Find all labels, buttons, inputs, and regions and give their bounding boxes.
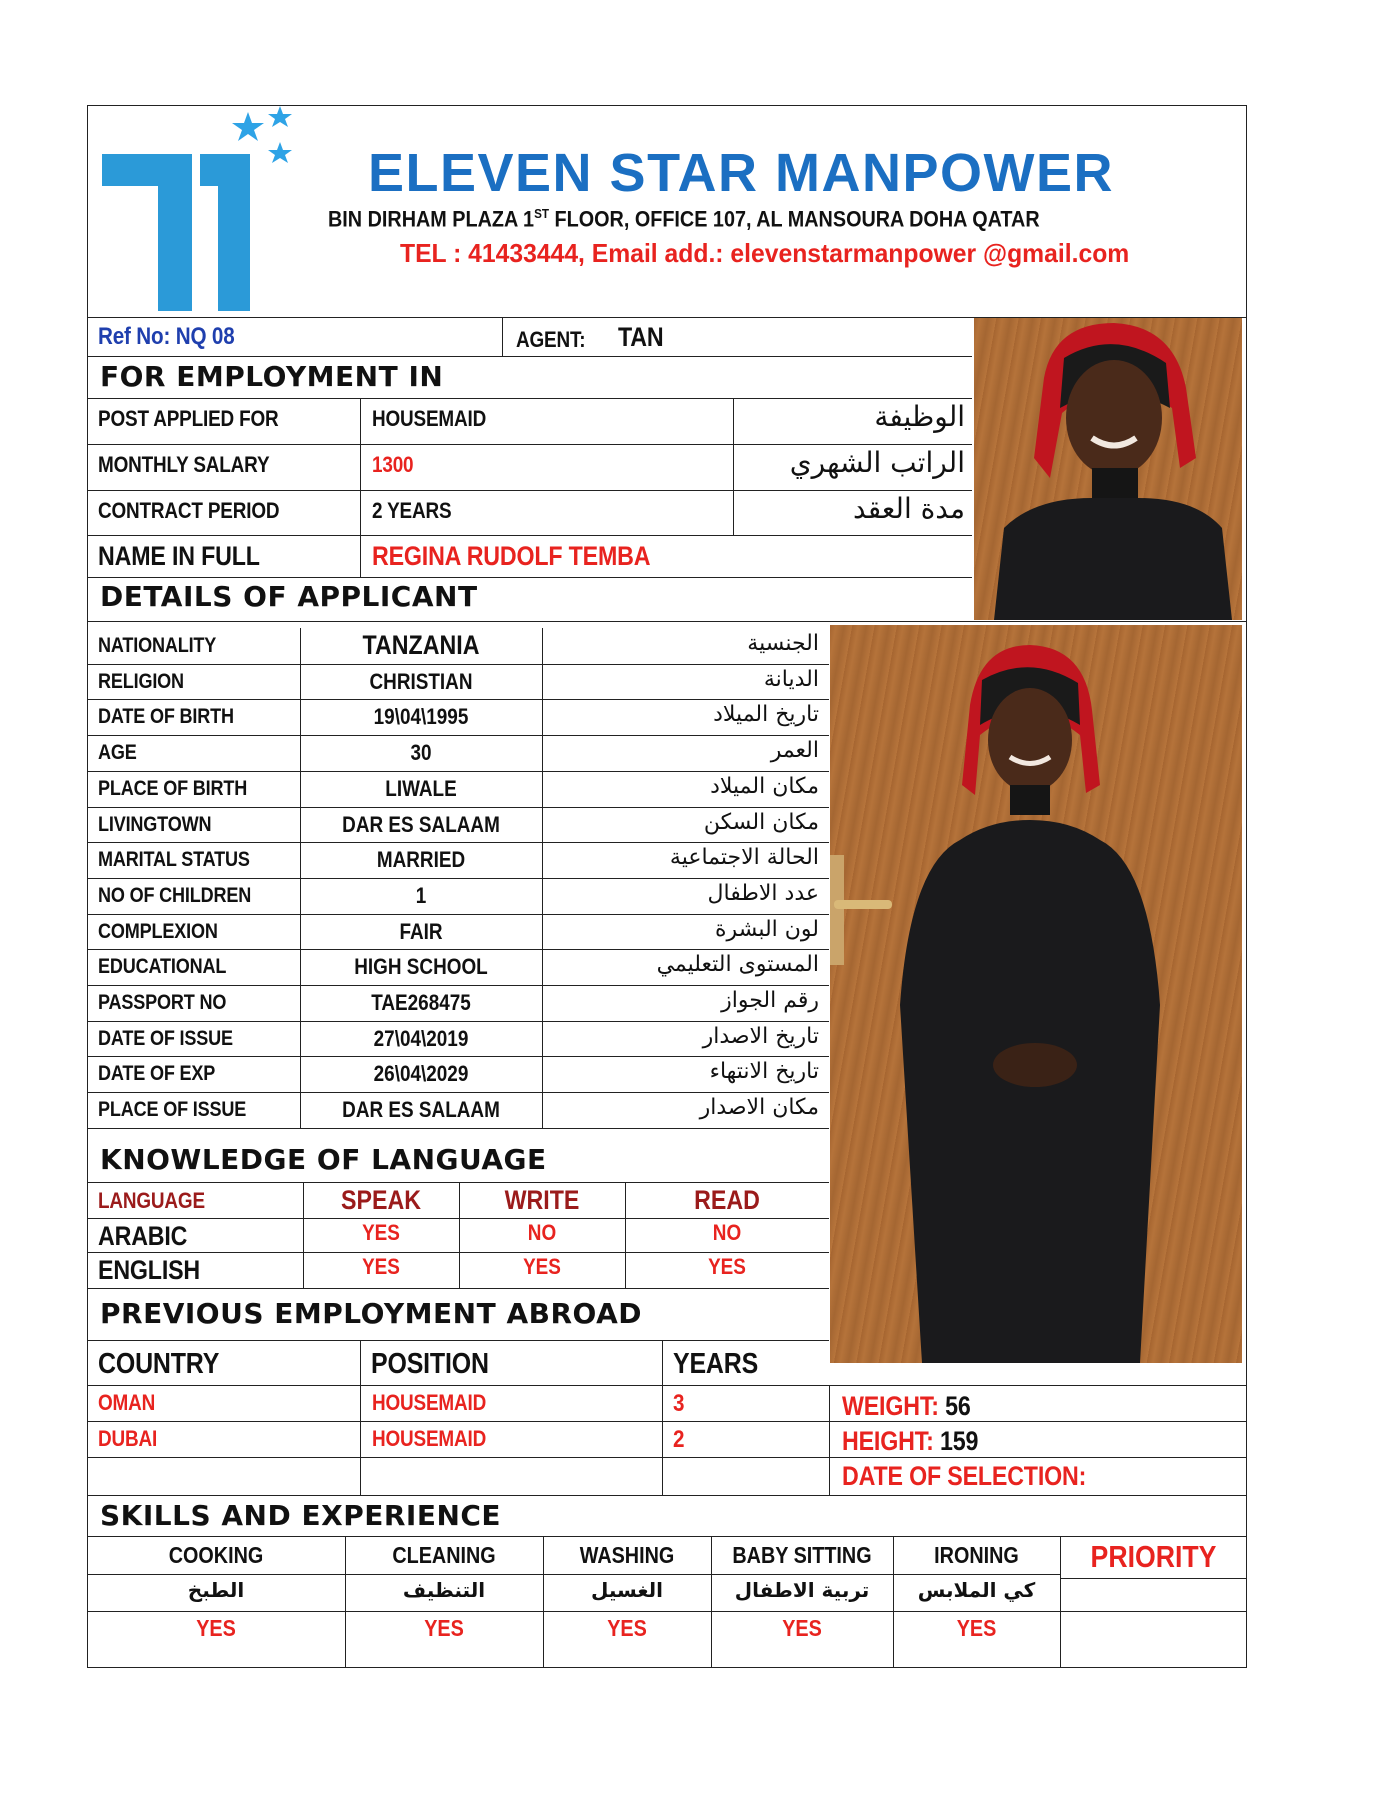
detail-label: DATE OF EXP <box>98 1062 216 1086</box>
row-line <box>87 664 829 665</box>
detail-label: RELIGION <box>98 669 184 693</box>
previous-years: 2 <box>673 1426 685 1453</box>
column-line <box>360 398 361 444</box>
employment-arabic-label: الراتب الشهري <box>789 446 965 479</box>
language-read-value: YES <box>708 1254 746 1279</box>
row-line <box>87 444 972 445</box>
row-line <box>87 1092 829 1093</box>
height-label: HEIGHT: <box>842 1426 934 1456</box>
previous-years: 3 <box>673 1390 685 1417</box>
company-name: ELEVEN STAR MANPOWER <box>368 143 1115 203</box>
column-line <box>360 490 361 535</box>
row-line <box>829 1421 1247 1422</box>
employment-value: 1300 <box>372 452 414 477</box>
skill-arabic-name: الغسيل <box>590 1578 664 1602</box>
column-line <box>303 1182 304 1288</box>
row-line <box>87 1611 1247 1612</box>
detail-value: CHRISTIAN <box>369 668 473 694</box>
detail-arabic-label: الديانة <box>763 666 819 692</box>
row-line <box>87 699 829 700</box>
weight-label: WEIGHT: <box>842 1391 939 1421</box>
employment-arabic-label: الوظيفة <box>874 400 965 433</box>
detail-value: TAE268475 <box>371 990 471 1015</box>
row-line <box>87 1021 829 1022</box>
row-line <box>87 735 829 736</box>
height-field <box>842 1426 978 1457</box>
skill-arabic-name: تربية الاطفال <box>734 1578 870 1602</box>
column-line <box>360 444 361 490</box>
language-name: ENGLISH <box>98 1255 201 1285</box>
detail-value: DAR ES SALAAM <box>342 1097 500 1123</box>
language-name: ARABIC <box>98 1221 188 1251</box>
detail-value: TANZANIA <box>362 630 480 660</box>
detail-label: LIVINGTOWN <box>98 812 212 836</box>
address-part-2: FLOOR, OFFICE 107, AL MANSOURA DOHA QATAR <box>549 206 1040 232</box>
row-line <box>1060 1578 1247 1579</box>
detail-arabic-label: العمر <box>770 738 819 764</box>
row-line <box>87 1218 829 1219</box>
row-line <box>87 621 1247 622</box>
row-line <box>87 949 829 950</box>
detail-arabic-label: تاريخ الانتهاء <box>709 1059 819 1085</box>
detail-label: NATIONALITY <box>98 634 217 657</box>
row-line <box>87 1288 829 1289</box>
column-line <box>733 398 734 444</box>
detail-label: DATE OF ISSUE <box>98 1026 233 1050</box>
employment-label: MONTHLY SALARY <box>98 452 270 477</box>
row-line <box>87 1128 829 1129</box>
detail-arabic-label: الجنسية <box>747 631 819 656</box>
applicant-portrait-photo <box>974 318 1242 620</box>
detail-value: MARRIED <box>376 847 466 873</box>
detail-value: FAIR <box>399 918 443 944</box>
skill-arabic-name: كي الملابس <box>917 1578 1036 1602</box>
section-title-skills: SKILLS AND EXPERIENCE <box>100 1499 502 1532</box>
column-line <box>733 490 734 535</box>
detail-arabic-label: لون البشرة <box>715 916 819 942</box>
previous-header-2: YEARS <box>673 1348 759 1380</box>
column-line <box>711 1536 712 1668</box>
previous-country: OMAN <box>98 1390 156 1415</box>
detail-arabic-label: مكان السكن <box>703 809 819 835</box>
section-title-previous: PREVIOUS EMPLOYMENT ABROAD <box>100 1297 642 1330</box>
row-line <box>87 914 829 915</box>
detail-label: PLACE OF BIRTH <box>98 776 248 800</box>
detail-arabic-label: رقم الجواز <box>721 988 819 1013</box>
detail-value: 27\04\2019 <box>373 1025 469 1051</box>
row-line <box>87 878 829 879</box>
language-read-value: NO <box>712 1220 742 1245</box>
detail-value: DAR ES SALAAM <box>342 811 500 837</box>
language-write-value: YES <box>523 1254 561 1279</box>
company-address <box>328 206 1040 232</box>
language-speak-value: YES <box>362 1220 400 1245</box>
skill-value: YES <box>956 1615 997 1641</box>
detail-label: DATE OF BIRTH <box>98 705 234 729</box>
column-line <box>625 1182 626 1288</box>
column-line <box>459 1182 460 1288</box>
detail-value: LIWALE <box>385 775 457 801</box>
detail-label: COMPLEXION <box>98 919 218 943</box>
detail-arabic-label: مكان الميلاد <box>710 773 819 799</box>
skill-value: YES <box>424 1615 464 1641</box>
row-line <box>87 535 972 536</box>
company-contact: TEL : 41433444, Email add.: elevenstarmanpower @gmail.com <box>400 238 1130 268</box>
language-header-2: WRITE <box>504 1185 580 1215</box>
detail-value: 19\04\1995 <box>373 704 469 730</box>
detail-arabic-label: تاريخ الاصدار <box>702 1023 819 1049</box>
row-line <box>87 577 972 578</box>
row-line <box>829 1385 1247 1386</box>
row-line <box>87 1056 829 1057</box>
detail-value: 26\04\2029 <box>373 1061 469 1087</box>
height-value: 159 <box>939 1426 979 1456</box>
address-part-1: BIN DIRHAM PLAZA 1 <box>328 206 535 232</box>
date-of-selection-label: DATE OF SELECTION: <box>842 1461 1087 1491</box>
row-line <box>87 1340 829 1341</box>
language-header-3: READ <box>694 1185 760 1215</box>
skill-arabic-name: الطبخ <box>187 1578 245 1602</box>
column-line <box>543 1536 544 1668</box>
row-line <box>87 1182 829 1183</box>
employment-value: 2 YEARS <box>372 498 452 523</box>
column-line <box>893 1536 894 1668</box>
skill-name: CLEANING <box>392 1542 496 1568</box>
detail-label: PLACE OF ISSUE <box>98 1098 247 1122</box>
row-line <box>87 356 972 357</box>
skill-value: YES <box>196 1615 236 1641</box>
employment-arabic-label: مدة العقد <box>853 492 965 525</box>
employment-value: HOUSEMAID <box>372 406 487 431</box>
skill-name: COOKING <box>168 1542 264 1568</box>
column-line <box>733 444 734 490</box>
agent-label: AGENT: <box>516 327 586 352</box>
column-line <box>829 1385 830 1495</box>
detail-value: HIGH SCHOOL <box>354 954 488 980</box>
column-line <box>360 535 361 577</box>
column-line <box>1060 1536 1061 1668</box>
row-line <box>87 1385 829 1386</box>
detail-arabic-label: الحالة الاجتماعية <box>669 845 819 871</box>
name-in-full-value: REGINA RUDOLF TEMBA <box>372 541 651 571</box>
column-line <box>300 628 301 1128</box>
skill-value: YES <box>782 1615 822 1641</box>
detail-label: EDUCATIONAL <box>98 955 227 979</box>
skill-arabic-name: التنظيف <box>402 1578 486 1602</box>
priority-label: PRIORITY <box>1090 1539 1217 1574</box>
previous-country: DUBAI <box>98 1426 158 1451</box>
row-line <box>87 842 829 843</box>
language-write-value: NO <box>527 1220 557 1245</box>
skill-name: WASHING <box>579 1542 675 1568</box>
detail-value: 1 <box>415 882 427 908</box>
detail-arabic-label: عدد الاطفال <box>707 880 819 906</box>
address-sup: ST <box>534 206 550 221</box>
row-line <box>87 1421 829 1422</box>
employment-label: CONTRACT PERIOD <box>98 498 280 523</box>
detail-label: PASSPORT NO <box>98 991 227 1014</box>
applicant-full-body-photo <box>830 625 1242 1363</box>
column-line <box>542 628 543 1128</box>
detail-arabic-label: مكان الاصدار <box>699 1095 819 1121</box>
column-line <box>662 1340 663 1495</box>
weight-field <box>842 1391 971 1422</box>
detail-label: AGE <box>98 741 137 765</box>
agent-value: TAN <box>618 322 664 352</box>
column-line <box>345 1536 346 1668</box>
previous-header-1: POSITION <box>371 1348 489 1380</box>
row-line <box>87 985 829 986</box>
previous-position: HOUSEMAID <box>372 1426 487 1451</box>
previous-header-0: COUNTRY <box>98 1348 220 1380</box>
detail-arabic-label: تاريخ الميلاد <box>713 702 819 728</box>
column-line <box>360 1340 361 1495</box>
row-line <box>87 771 829 772</box>
row-line <box>87 1457 829 1458</box>
ref-agent-divider <box>502 317 503 357</box>
row-line <box>87 807 829 808</box>
detail-label: NO OF CHILDREN <box>98 883 252 907</box>
skill-value: YES <box>607 1615 647 1641</box>
detail-arabic-label: المستوى التعليمي <box>656 952 819 978</box>
previous-position: HOUSEMAID <box>372 1390 487 1415</box>
language-header-label: LANGUAGE <box>98 1188 205 1213</box>
employment-label: POST APPLIED FOR <box>98 406 279 431</box>
detail-label: MARITAL STATUS <box>98 848 250 872</box>
skill-name: BABY SITTING <box>732 1542 872 1568</box>
company-logo <box>100 106 300 316</box>
detail-value: 30 <box>410 740 432 766</box>
weight-value: 56 <box>945 1391 971 1421</box>
language-speak-value: YES <box>362 1254 400 1279</box>
section-title-language: KNOWLEDGE OF LANGUAGE <box>100 1143 547 1176</box>
section-title-details: DETAILS OF APPLICANT <box>100 580 478 613</box>
section-title-employment: FOR EMPLOYMENT IN <box>100 360 444 393</box>
name-in-full-label: NAME IN FULL <box>98 541 260 571</box>
row-line <box>87 1536 1247 1537</box>
row-line <box>87 490 972 491</box>
row-line <box>87 398 972 399</box>
language-header-1: SPEAK <box>340 1185 422 1215</box>
row-line <box>87 1574 1060 1575</box>
row-line <box>829 1457 1247 1458</box>
row-line <box>87 1495 1247 1496</box>
row-line <box>87 1252 829 1253</box>
ref-number: Ref No: NQ 08 <box>98 323 235 350</box>
skill-name: IRONING <box>934 1542 1019 1568</box>
